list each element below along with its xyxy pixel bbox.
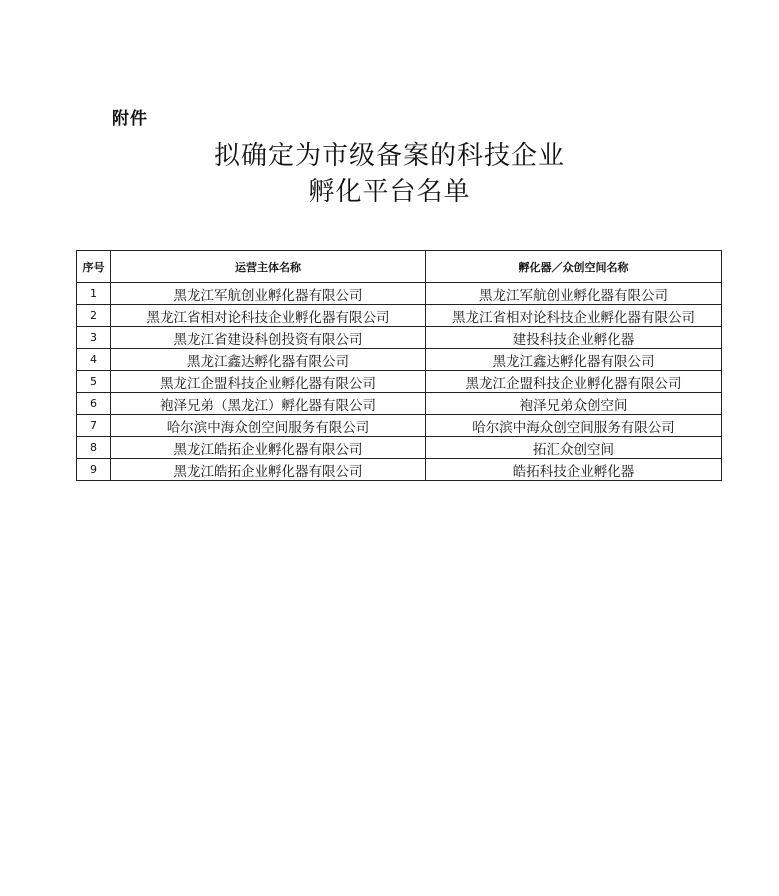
row-incubator: 黑龙江企盟科技企业孵化器有限公司	[426, 371, 722, 393]
row-index: 8	[77, 437, 111, 459]
row-incubator: 拓汇众创空间	[426, 437, 722, 459]
row-operator: 哈尔滨中海众创空间服务有限公司	[111, 415, 426, 437]
header-incubator: 孵化器／众创空间名称	[426, 251, 722, 283]
row-incubator: 黑龙江省相对论科技企业孵化器有限公司	[426, 305, 722, 327]
row-index: 3	[77, 327, 111, 349]
row-index: 5	[77, 371, 111, 393]
row-incubator: 黑龙江军航创业孵化器有限公司	[426, 283, 722, 305]
row-index: 2	[77, 305, 111, 327]
row-incubator: 哈尔滨中海众创空间服务有限公司	[426, 415, 722, 437]
row-index: 6	[77, 393, 111, 415]
header-operator: 运营主体名称	[111, 251, 426, 283]
row-incubator: 黑龙江鑫达孵化器有限公司	[426, 349, 722, 371]
row-index: 9	[77, 459, 111, 481]
row-operator: 黑龙江省相对论科技企业孵化器有限公司	[111, 305, 426, 327]
row-operator: 黑龙江鑫达孵化器有限公司	[111, 349, 426, 371]
table-row	[77, 415, 722, 437]
row-index: 1	[77, 283, 111, 305]
header-index: 序号	[77, 251, 111, 283]
row-operator: 黑龙江皓拓企业孵化器有限公司	[111, 459, 426, 481]
row-operator: 袍泽兄弟（黑龙江）孵化器有限公司	[111, 393, 426, 415]
title-line-1: 拟确定为市级备案的科技企业	[213, 141, 565, 171]
table-row	[77, 437, 722, 459]
table-row	[77, 349, 722, 371]
table-row	[77, 327, 722, 349]
table-row	[77, 283, 722, 305]
title-line-2: 孵化平台名单	[308, 177, 471, 207]
row-incubator: 建投科技企业孵化器	[426, 327, 722, 349]
incubator-table-container	[76, 250, 721, 481]
table-row	[77, 459, 722, 481]
row-index: 7	[77, 415, 111, 437]
incubator-table	[76, 250, 722, 481]
table-row	[77, 393, 722, 415]
row-operator: 黑龙江省建设科创投资有限公司	[111, 327, 426, 349]
table-row	[77, 305, 722, 327]
row-incubator: 袍泽兄弟众创空间	[426, 393, 722, 415]
row-operator: 黑龙江军航创业孵化器有限公司	[111, 283, 426, 305]
page-title	[0, 138, 779, 210]
table-header-row	[77, 251, 722, 283]
row-index: 4	[77, 349, 111, 371]
row-operator: 黑龙江企盟科技企业孵化器有限公司	[111, 371, 426, 393]
attachment-label: 附件	[112, 109, 148, 129]
table-row	[77, 371, 722, 393]
row-incubator: 皓拓科技企业孵化器	[426, 459, 722, 481]
row-operator: 黑龙江皓拓企业孵化器有限公司	[111, 437, 426, 459]
